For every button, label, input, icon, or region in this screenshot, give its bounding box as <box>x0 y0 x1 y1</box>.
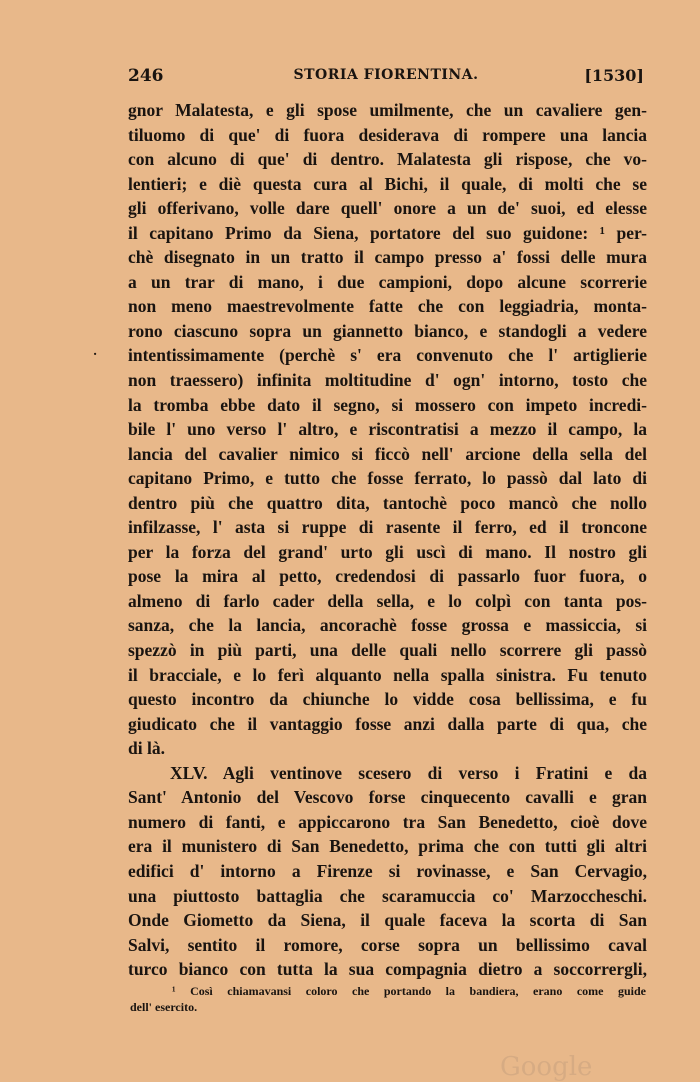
text-line: Onde Giometto da Siena, il quale faceva la scorta di San <box>128 910 647 931</box>
text-line: una piuttosto battaglia che scaramuccia co' Marzoccheschi. <box>128 885 647 906</box>
text-line-paragraph-end: di là. <box>128 738 165 759</box>
watermark-logo: Google <box>500 1052 593 1082</box>
text-line: infilzasse, l' asta si ruppe di rasente il ferro, ed il troncone <box>128 517 647 538</box>
text-line: bile l' uno verso l' altro, e riscontratisi a mezzo il campo, la <box>128 419 647 440</box>
footnote-line: dell' esercito. <box>130 1000 198 1014</box>
text-line: almeno di farlo cader della sella, e lo colpì con tanta pos- <box>128 590 647 611</box>
text-line: capitano Primo, e tutto che fosse ferrato, lo passò dal lato di <box>128 468 647 489</box>
text-line: non meno maestrevolmente fatte che con leggiadria, monta- <box>128 296 647 317</box>
text-line: numero di fanti, e appiccarono tra San Benedetto, cioè dove <box>128 811 647 832</box>
text-line: gli offerivano, volle dare quell' onore a un de' suoi, ed elesse <box>128 198 647 219</box>
text-line: dentro più che quattro dita, tantochè poco mancò che nollo <box>128 492 647 513</box>
text-line: lentieri; e diè questa cura al Bichi, il quale, di molti che se <box>128 173 647 194</box>
running-title: STORIA FIORENTINA. <box>293 67 479 83</box>
text-line: gnor Malatesta, e gli spose umilmente, che un cavaliere gen- <box>128 100 647 120</box>
text-line: chè disegnato in un tratto il campo presso a' fossi delle mura <box>128 247 647 268</box>
text-line: questo incontro da chiunche lo vidde cosa bellissima, e fu <box>128 689 647 710</box>
running-year: [1530] <box>584 66 644 85</box>
text-line: lancia del cavalier nimico si ficcò nell' arcione della sella del <box>128 443 647 464</box>
text-line: per la forza del grand' urto gli uscì di mano. Il nostro gli <box>128 541 647 562</box>
text-line: pose la mira al petto, credendosi di passarlo fuor fuora, o <box>128 566 647 587</box>
text-line: turco bianco con tutta la sua compagnia dietro a soccorrergli, <box>128 959 647 980</box>
text-line: rono ciascuno sopra un giannetto bianco, e standogli a vedere <box>128 320 647 341</box>
text-line: edifici d' intorno a Firenze si rovinasse, e San Cervagio, <box>128 860 647 881</box>
text-line-section-start: XLV. Agli ventinove scesero di verso i Fratini e da <box>170 762 647 783</box>
text-line: giudicato che il vantaggio fosse anzi dalla parte di qua, che <box>128 713 647 734</box>
text-line: spezzò in più parti, una delle quali nello scorrere gli passò <box>128 640 647 661</box>
text-line: Sant' Antonio del Vescovo forse cinquecento cavalli e gran <box>128 787 647 808</box>
footnote-line: ¹ Così chiamavansi coloro che portando la bandiera, erano come guide <box>172 984 646 998</box>
body-text <box>128 98 647 982</box>
text-line: sanza, che la lancia, ancorachè fosse grossa e massiccia, si <box>128 615 647 636</box>
text-line: tiluomo di que' di fuora desiderava di rompere una lancia <box>128 124 647 145</box>
text-line: con alcuno di que' di dentro. Malatesta gli rispose, che vo- <box>128 149 647 170</box>
text-line: non traessero) infinita moltitudine d' ogn' intorno, tosto che <box>128 370 647 391</box>
text-line: intentissimamente (perchè s' era convenuto che l' artiglierie <box>128 345 647 366</box>
text-line: il capitano Primo da Siena, portatore del suo guidone: ¹ per- <box>128 222 647 243</box>
text-line: era il munistero di San Benedetto, prima che con tutti gli altri <box>128 836 647 857</box>
running-head <box>128 66 644 90</box>
text-line: il bracciale, e lo ferì alquanto nella spalla sinistra. Fu tenuto <box>128 664 647 685</box>
page-number: 246 <box>128 66 164 86</box>
text-line: Salvi, sentito il romore, corse sopra un bellissimo caval <box>128 934 647 955</box>
text-line: a un trar di mano, i due campioni, dopo alcune scorrerie <box>128 271 647 292</box>
text-line: la tromba ebbe dato il segno, si mossero con impeto incredi- <box>128 394 647 415</box>
footnote <box>130 983 646 1015</box>
margin-mark: · <box>93 347 98 361</box>
